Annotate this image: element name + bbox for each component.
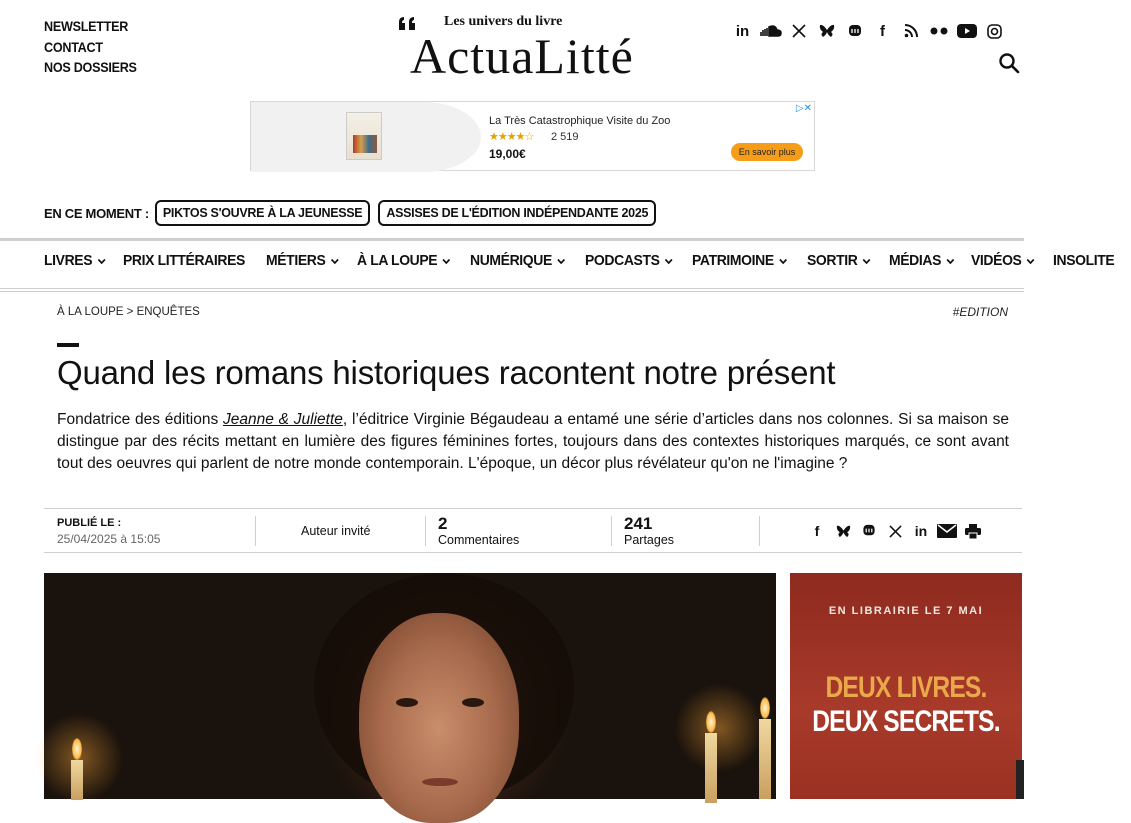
bluesky-icon[interactable]: [814, 20, 839, 42]
article-title: Quand les romans historiques racontent notre présent: [57, 354, 836, 391]
contact-link[interactable]: CONTACT: [44, 38, 103, 55]
nav-divider-bottom: [0, 288, 1024, 292]
nav-item-label: À LA LOUPE: [356, 252, 438, 269]
ad-rating-count: 2 519: [551, 131, 579, 143]
logo-tagline: Les univers du livre: [444, 14, 563, 29]
nav-item[interactable]: [470, 252, 566, 269]
share-mastodon-icon[interactable]: [856, 521, 882, 541]
article-meta-bar: [44, 508, 1022, 553]
nav-item[interactable]: [889, 252, 955, 269]
nav-item-label: MÉTIERS: [265, 252, 326, 269]
site-logo[interactable]: [396, 12, 676, 84]
article-hero-image: [44, 573, 776, 799]
comments-label[interactable]: Commentaires: [438, 533, 520, 547]
chevron-down-icon: [1027, 256, 1036, 266]
candle-glow: [674, 683, 764, 773]
candle: [71, 760, 83, 800]
share-print-icon[interactable]: [960, 521, 986, 541]
chevron-down-icon: [862, 256, 871, 266]
share-email-icon[interactable]: [934, 521, 960, 541]
nav-item-label: PATRIMOINE: [692, 252, 775, 269]
meta-separator: [759, 516, 760, 546]
share-bluesky-icon[interactable]: [830, 521, 856, 541]
ad-title: La Très Catastrophique Visite du Zoo: [489, 115, 671, 127]
nav-item-label: VIDÉOS: [971, 252, 1022, 269]
trending-pill-piktos[interactable]: PIKTOS S'OUVRE À LA JEUNESSE: [155, 200, 370, 226]
trending-bar: [44, 200, 664, 226]
ad-rating-stars: ★★★★☆: [489, 131, 534, 143]
published-label: PUBLIÉ LE :: [57, 517, 122, 529]
lead-text-start: Fondatrice des éditions: [57, 411, 224, 428]
chevron-down-icon: [945, 256, 954, 266]
search-icon[interactable]: [998, 52, 1020, 74]
candle: [705, 733, 717, 803]
nav-item-label: SORTIR: [807, 252, 858, 269]
top-links: [44, 16, 147, 78]
trending-pill-assises[interactable]: ASSISES DE L'ÉDITION INDÉPENDANTE 2025: [378, 200, 656, 226]
published-date: 25/04/2025 à 15:05: [57, 532, 161, 546]
share-facebook-icon[interactable]: f: [814, 523, 820, 539]
author-name[interactable]: Auteur invité: [301, 524, 371, 538]
newsletter-link[interactable]: NEWSLETTER: [44, 18, 129, 34]
nav-item-label: PODCASTS: [585, 252, 660, 269]
ad-cta-button[interactable]: En savoir plus: [731, 143, 803, 161]
nav-item[interactable]: [971, 252, 1035, 269]
breadcrumb[interactable]: À LA LOUPE > ENQUÊTES: [57, 306, 200, 318]
social-links: [730, 20, 1010, 42]
chevron-down-icon: [664, 256, 673, 266]
side-ad[interactable]: [790, 573, 1022, 799]
chevron-down-icon: [442, 256, 451, 266]
soundcloud-icon[interactable]: [758, 20, 783, 42]
side-ad-date: EN LIBRAIRIE LE 7 MAI: [828, 605, 984, 617]
nav-item[interactable]: [123, 252, 245, 269]
shares-count: 241: [624, 514, 653, 533]
chevron-down-icon: [779, 256, 788, 266]
portrait-mouth: [422, 778, 458, 786]
nav-divider-top: [0, 238, 1024, 241]
chevron-down-icon: [330, 256, 339, 266]
candle-flame: [760, 697, 770, 719]
dossiers-link[interactable]: NOS DOSSIERS: [44, 59, 137, 75]
trending-label: EN CE MOMENT :: [44, 205, 149, 221]
x-icon[interactable]: [786, 20, 811, 42]
share-buttons: [804, 521, 986, 541]
side-ad-headline-2: DEUX SECRETS.: [812, 705, 1000, 738]
chevron-down-icon: [97, 256, 106, 266]
article-lead: [57, 409, 1009, 475]
facebook-icon[interactable]: f: [880, 22, 885, 40]
nav-item-label: PRIX LITTÉRAIRES: [122, 252, 245, 269]
flickr-icon[interactable]: [926, 20, 951, 42]
logo-wordmark: ActuaLitté: [410, 28, 634, 84]
nav-item[interactable]: [1053, 252, 1114, 269]
nav-item-label: MÉDIAS: [888, 252, 941, 269]
youtube-icon[interactable]: [954, 20, 979, 42]
share-linkedin-icon[interactable]: in: [914, 523, 928, 539]
nav-item[interactable]: [692, 252, 788, 269]
chevron-down-icon: [557, 256, 566, 266]
main-nav: [44, 252, 1131, 269]
title-accent-bar: [57, 343, 79, 347]
nav-item[interactable]: [44, 252, 106, 269]
meta-separator: [611, 516, 612, 546]
nav-item-label: INSOLITE: [1052, 252, 1115, 269]
rss-icon[interactable]: [898, 20, 923, 42]
portrait-eye: [462, 698, 484, 707]
candle-flame: [706, 711, 716, 733]
instagram-icon[interactable]: [982, 20, 1007, 42]
mastodon-icon[interactable]: [842, 20, 867, 42]
meta-separator: [425, 516, 426, 546]
shares-label: Partages: [624, 533, 675, 547]
adchoices-icon[interactable]: ▷✕: [795, 103, 812, 114]
share-x-icon[interactable]: [882, 521, 908, 541]
ad-banner[interactable]: [250, 101, 815, 171]
lead-text-end: , l’éditrice Virginie Bégaudeau a entamé une série d’articles dans nos colonnes. Si sa maison se distingue par des récits mettant en lumière des figures féminines fortes, toujours dans des contextes historiques marqués, ce sont avant tout des oeuvres qui parlent de notre monde contemporain. L'époque, un décor plus révélateur qu'on ne l'imagine ?: [57, 411, 1009, 472]
publisher-link[interactable]: Jeanne & Juliette: [223, 411, 343, 428]
meta-separator: [255, 516, 256, 546]
nav-item[interactable]: [585, 252, 673, 269]
linkedin-icon[interactable]: in: [735, 22, 750, 40]
scrollbar-thumb[interactable]: [1016, 760, 1024, 799]
nav-item[interactable]: [357, 252, 451, 269]
portrait-face: [359, 613, 519, 823]
nav-item[interactable]: [266, 252, 339, 269]
portrait-eye: [396, 698, 418, 707]
ad-price: 19,00€: [489, 147, 526, 161]
article-hashtag[interactable]: #EDITION: [952, 305, 1008, 319]
nav-item-label: NUMÉRIQUE: [470, 252, 552, 269]
comments-count[interactable]: 2: [438, 514, 448, 533]
nav-item[interactable]: [807, 252, 871, 269]
side-ad-headline-1: DEUX LIVRES.: [825, 671, 987, 704]
candle: [759, 719, 771, 799]
candle-flame: [72, 738, 82, 760]
nav-item-label: LIVRES: [44, 252, 93, 269]
ad-book-cover: [346, 112, 382, 160]
